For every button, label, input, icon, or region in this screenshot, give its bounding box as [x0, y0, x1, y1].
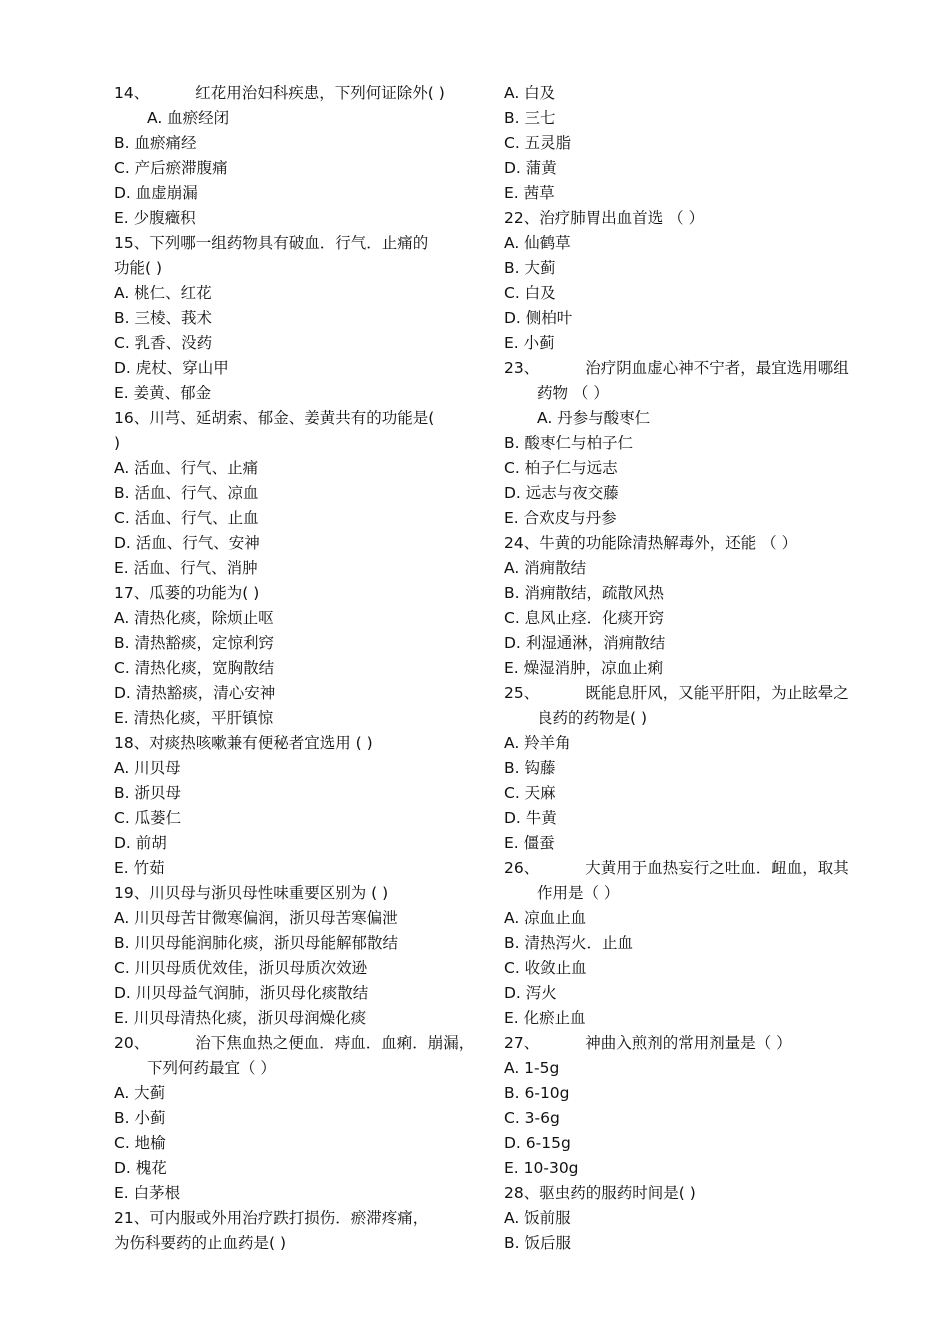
question-line: [504, 1181, 874, 1206]
option-line: A. 川贝母苦甘微寒偏润，浙贝母苦寒偏泄: [114, 909, 398, 927]
option-line: A. 仙鹤草: [504, 234, 571, 252]
question-number: 25、: [504, 684, 540, 702]
question-line: [504, 856, 874, 881]
question-line: [114, 406, 484, 431]
question-text: 牛黄的功能除清热解毒外，还能 （ ）: [539, 534, 798, 552]
question-number: 27、: [504, 1034, 540, 1052]
option-line: A. 清热化痰，除烦止呕: [114, 609, 274, 627]
option-line: A. 消痈散结: [504, 559, 587, 577]
question-number: 21、: [114, 1209, 150, 1227]
option-line: D. 远志与夜交藤: [504, 484, 619, 502]
question-text: 川芎、延胡索、郁金、姜黄共有的功能是(: [149, 409, 435, 427]
question-line: [504, 681, 874, 706]
option-line: B. 清热豁痰，定惊利窍: [114, 634, 274, 652]
question-line: [114, 581, 484, 606]
question-number: 18、: [114, 734, 150, 752]
option-line: D. 槐花: [114, 1159, 167, 1177]
option-line: A. 大蓟: [114, 1084, 166, 1102]
option-line: C. 息风止痉．化痰开窍: [504, 609, 665, 627]
question-number: 19、: [114, 884, 150, 902]
question-number: 20、: [114, 1034, 150, 1052]
question-number: 24、: [504, 534, 540, 552]
option-line: E. 活血、行气、消肿: [114, 559, 258, 577]
question-continuation: 功能( ): [114, 259, 163, 277]
question-text: 大黄用于血热妄行之吐血．衄血，取其: [585, 859, 849, 877]
option-line: E. 僵蚕: [504, 834, 555, 852]
option-line: D. 活血、行气、安神: [114, 534, 260, 552]
option-line: E. 茜草: [504, 184, 555, 202]
option-line: C. 乳香、没药: [114, 334, 213, 352]
question-number: 22、: [504, 209, 540, 227]
option-line: E. 10-30g: [504, 1159, 579, 1177]
option-line: E. 小蓟: [504, 334, 555, 352]
question-line: [504, 206, 874, 231]
right-column: [504, 81, 874, 1256]
question-continuation: 良药的药物是( ): [537, 709, 648, 727]
question-number: 14、: [114, 84, 150, 102]
option-line: B. 三七: [504, 109, 556, 127]
option-line: D. 6-15g: [504, 1134, 571, 1152]
option-line: D. 川贝母益气润肺，浙贝母化痰散结: [114, 984, 369, 1002]
question-line: [114, 81, 484, 106]
option-line: D. 前胡: [114, 834, 167, 852]
option-line: C. 五灵脂: [504, 134, 572, 152]
option-line: C. 瓜蒌仁: [114, 809, 182, 827]
option-line: C. 白及: [504, 284, 556, 302]
question-continuation: 作用是（ ）: [537, 884, 620, 902]
option-line: A. 1-5g: [504, 1059, 560, 1077]
option-line: C. 活血、行气、止血: [114, 509, 259, 527]
option-line: E. 少腹癥积: [114, 209, 196, 227]
option-line: D. 利湿通淋，消痈散结: [504, 634, 666, 652]
option-line: C. 天麻: [504, 784, 556, 802]
option-line: D. 蒲黄: [504, 159, 557, 177]
question-line: [114, 731, 484, 756]
question-line: [114, 1206, 484, 1231]
option-line: A. 活血、行气、止痛: [114, 459, 259, 477]
question-number: 16、: [114, 409, 150, 427]
option-line: B. 浙贝母: [114, 784, 181, 802]
question-line: [504, 356, 874, 381]
question-line: [114, 881, 484, 906]
option-line: A. 白及: [504, 84, 556, 102]
option-line: C. 川贝母质优效佳，浙贝母质次效逊: [114, 959, 368, 977]
option-line: A. 桃仁、红花: [114, 284, 212, 302]
question-text: 治疗阴血虚心神不宁者，最宜选用哪组: [585, 359, 849, 377]
option-line: B. 酸枣仁与柏子仁: [504, 434, 633, 452]
option-line: E. 燥湿消肿，凉血止痢: [504, 659, 664, 677]
question-line: [114, 231, 484, 256]
option-line: E. 化瘀止血: [504, 1009, 586, 1027]
question-line: [504, 531, 874, 556]
question-text: 神曲入煎剂的常用剂量是（ ）: [585, 1034, 792, 1052]
option-line: B. 血瘀痛经: [114, 134, 197, 152]
option-line: D. 侧柏叶: [504, 309, 573, 327]
option-line: E. 竹茹: [114, 859, 165, 877]
option-line: D. 血虚崩漏: [114, 184, 198, 202]
question-number: 17、: [114, 584, 150, 602]
question-number: 23、: [504, 359, 540, 377]
option-line: B. 钩藤: [504, 759, 556, 777]
question-line: [114, 1031, 484, 1056]
option-line: B. 消痈散结，疏散风热: [504, 584, 664, 602]
question-text: 下列哪一组药物具有破血．行气．止痛的: [149, 234, 429, 252]
option-line: B. 川贝母能润肺化痰，浙贝母能解郁散结: [114, 934, 398, 952]
option-line: D. 泻火: [504, 984, 557, 1002]
option-line: B. 大蓟: [504, 259, 556, 277]
option-line: A. 丹参与酸枣仁: [537, 409, 651, 427]
question-continuation: ): [114, 434, 121, 452]
question-continuation: 药物 （ ）: [537, 384, 609, 402]
question-continuation: 下列何药最宜（ ）: [147, 1059, 276, 1077]
question-line: [504, 1031, 874, 1056]
left-column: [114, 81, 484, 1256]
question-text: 既能息肝风，又能平肝阳，为止眩晕之: [585, 684, 849, 702]
option-line: C. 收敛止血: [504, 959, 587, 977]
question-continuation: 为伤科要药的止血药是( ): [114, 1234, 287, 1252]
option-line: E. 清热化痰，平肝镇惊: [114, 709, 274, 727]
option-line: B. 6-10g: [504, 1084, 570, 1102]
question-text: 瓜蒌的功能为( ): [149, 584, 260, 602]
option-line: C. 清热化痰，宽胸散结: [114, 659, 275, 677]
question-text: 对痰热咳嗽兼有便秘者宜选用 ( ): [149, 734, 373, 752]
option-line: E. 川贝母清热化痰，浙贝母润燥化痰: [114, 1009, 367, 1027]
option-line: A. 羚羊角: [504, 734, 571, 752]
option-line: C. 柏子仁与远志: [504, 459, 618, 477]
option-line: D. 虎杖、穿山甲: [114, 359, 229, 377]
option-line: D. 清热豁痰，清心安神: [114, 684, 276, 702]
question-number: 28、: [504, 1184, 540, 1202]
option-line: E. 姜黄、郁金: [114, 384, 212, 402]
option-line: C. 产后瘀滞腹痛: [114, 159, 228, 177]
option-line: A. 血瘀经闭: [147, 109, 230, 127]
option-line: A. 川贝母: [114, 759, 181, 777]
option-line: E. 合欢皮与丹参: [504, 509, 617, 527]
question-text: 红花用治妇科疾患，下列何证除外( ): [195, 84, 445, 102]
option-line: B. 清热泻火．止血: [504, 934, 633, 952]
question-text: 川贝母与浙贝母性味重要区别为 ( ): [149, 884, 389, 902]
option-line: E. 白茅根: [114, 1184, 181, 1202]
option-line: B. 饭后服: [504, 1234, 571, 1252]
question-number: 26、: [504, 859, 540, 877]
option-line: A. 饭前服: [504, 1209, 571, 1227]
option-line: B. 三棱、莪术: [114, 309, 212, 327]
option-line: B. 小蓟: [114, 1109, 166, 1127]
option-line: A. 凉血止血: [504, 909, 587, 927]
option-line: C. 地榆: [114, 1134, 166, 1152]
question-text: 可内服或外用治疗跌打损伤．瘀滞疼痛，: [149, 1209, 429, 1227]
option-line: C. 3-6g: [504, 1109, 560, 1127]
option-line: D. 牛黄: [504, 809, 557, 827]
option-line: B. 活血、行气、凉血: [114, 484, 259, 502]
question-text: 治疗肺胃出血首选 （ ）: [539, 209, 705, 227]
question-text: 驱虫药的服药时间是( ): [539, 1184, 696, 1202]
question-text: 治下焦血热之便血．痔血．血痢．崩漏，: [195, 1034, 475, 1052]
question-number: 15、: [114, 234, 150, 252]
